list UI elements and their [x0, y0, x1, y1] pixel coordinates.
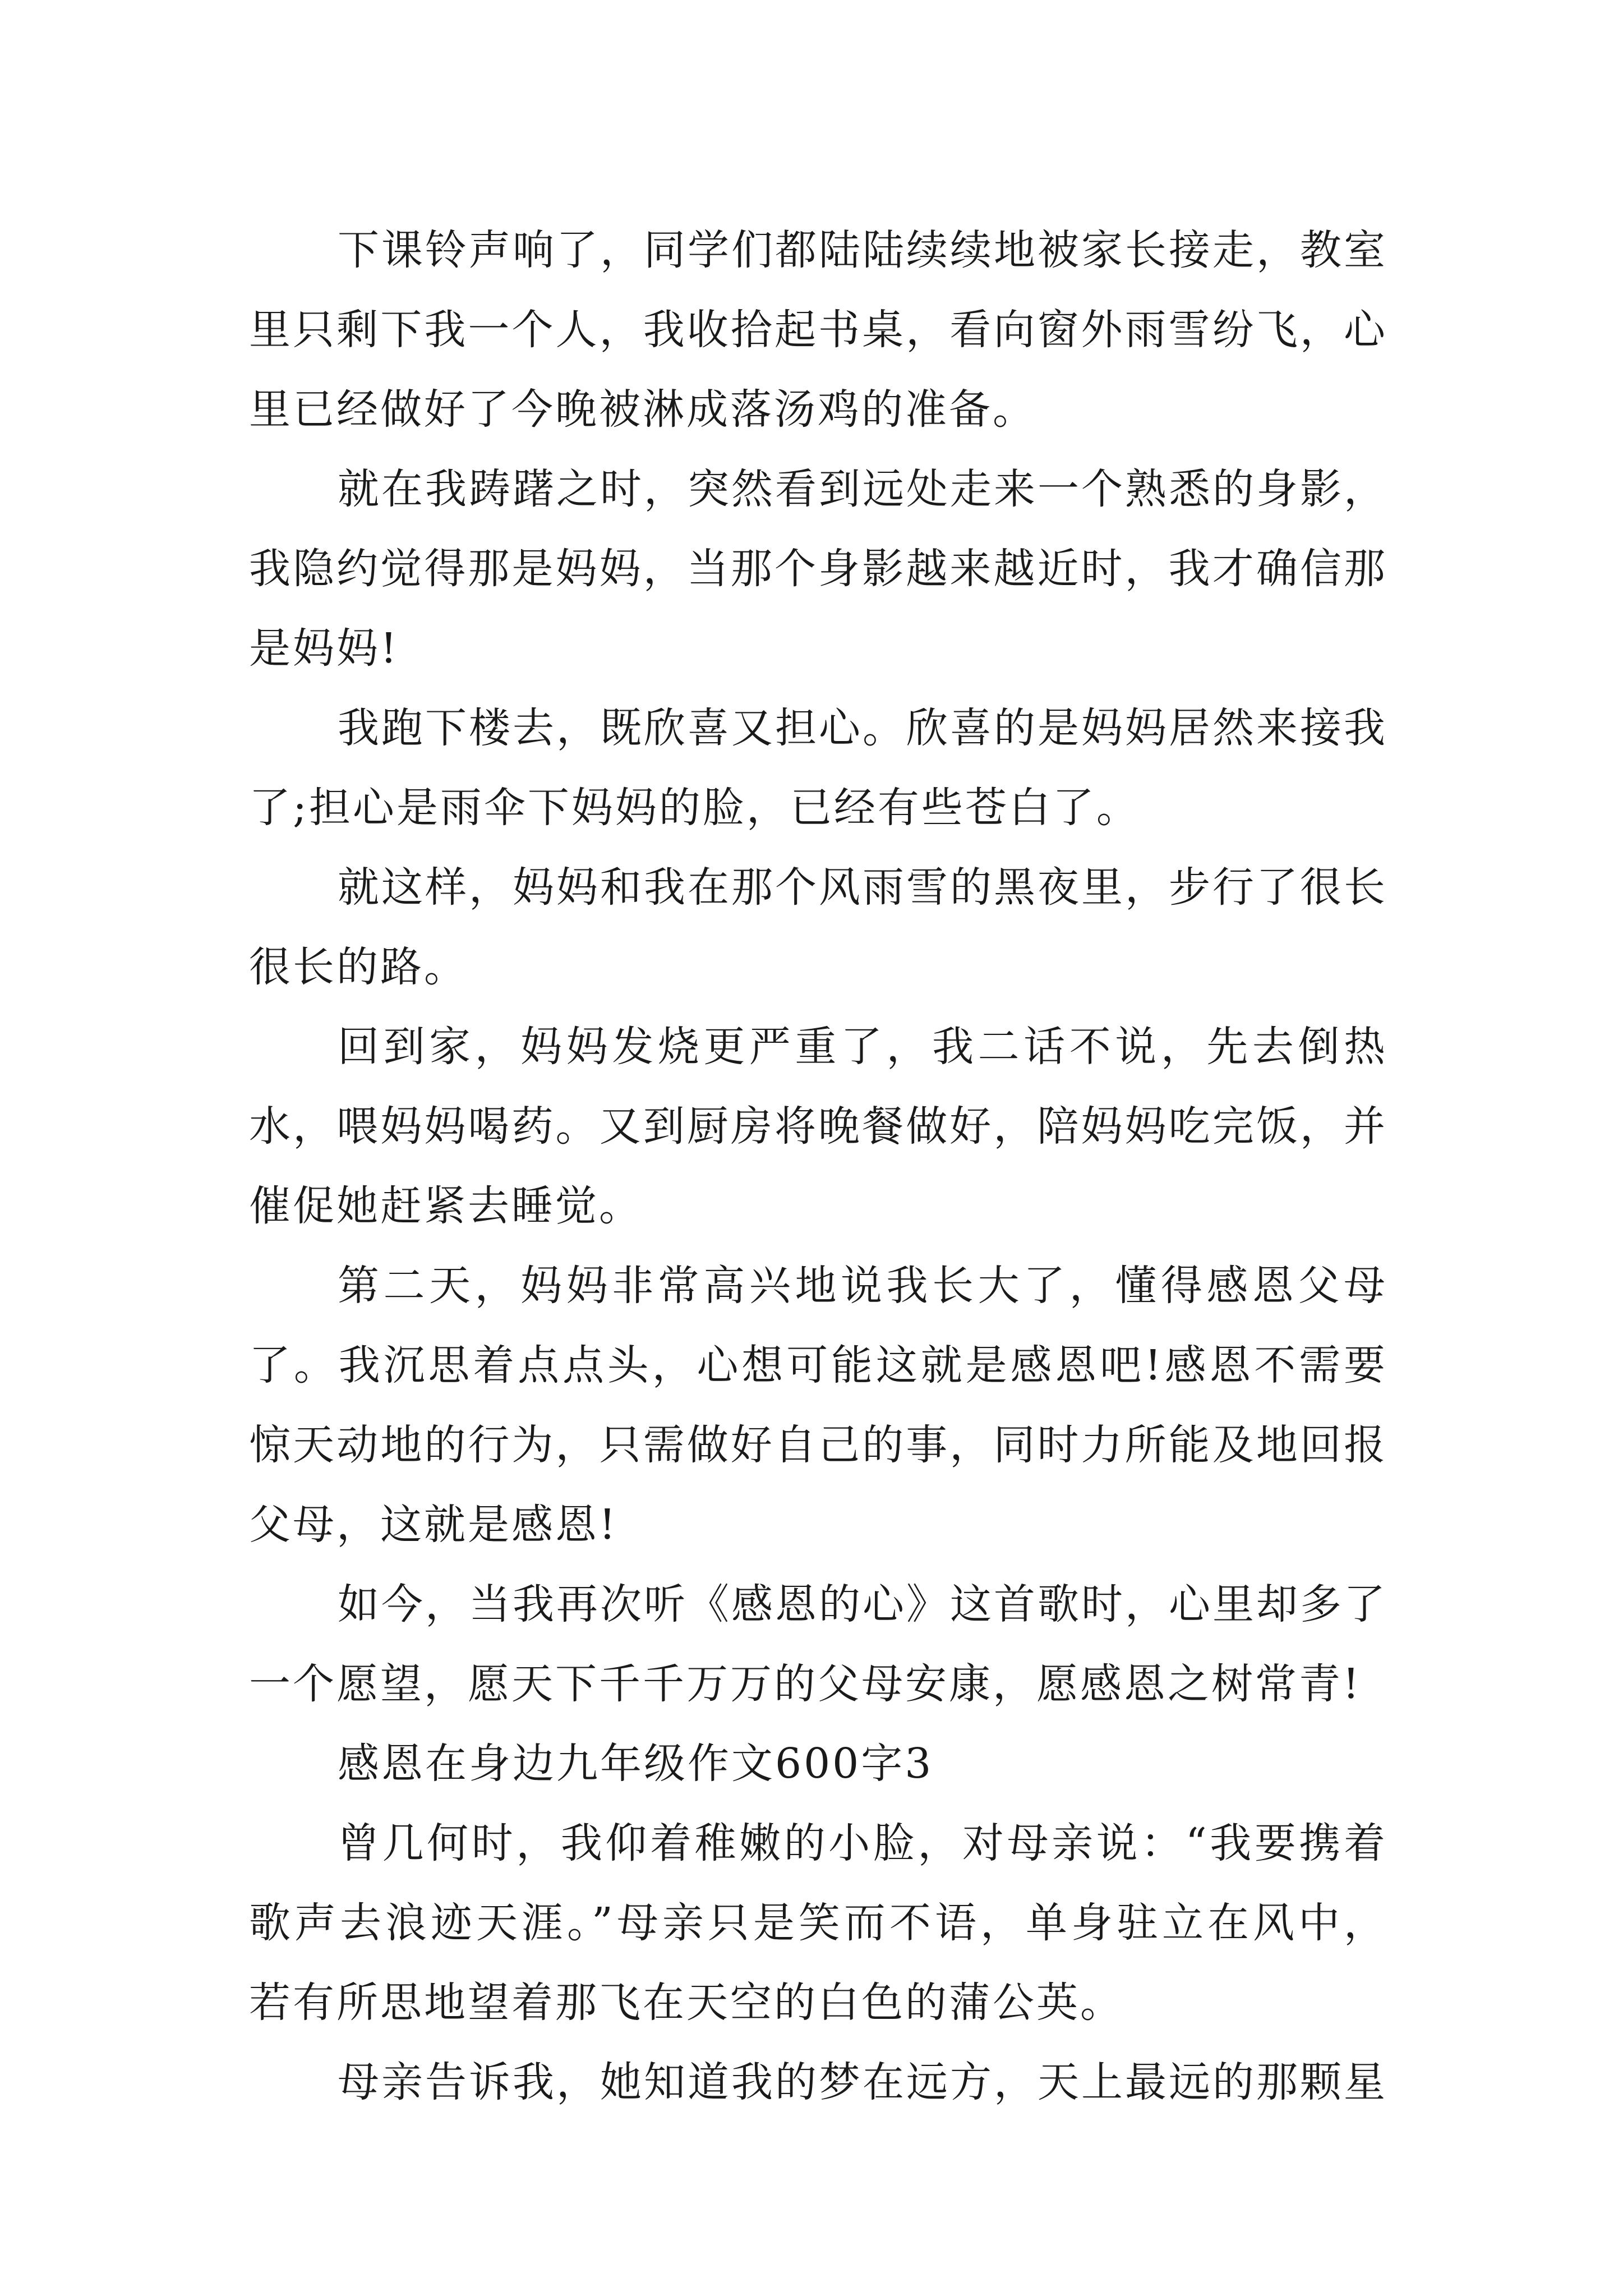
paragraph: 就这样，妈妈和我在那个风雨雪的黑夜里，步行了很长很长的路。	[249, 863, 1387, 991]
paragraph: 我跑下楼去，既欣喜又担心。欣喜的是妈妈居然来接我了;担心是雨伞下妈妈的脸，已经有些苍白了。	[249, 704, 1387, 832]
section-title: 感恩在身边九年级作文600字3	[338, 1740, 934, 1788]
paragraph: 回到家，妈妈发烧更严重了，我二话不说，先去倒热水，喂妈妈喝药。又到厨房将晚餐做好，陪妈妈吃完饭，并催促她赶紧去睡觉。	[249, 1023, 1387, 1230]
paragraph: 曾几何时，我仰着稚嫩的小脸，对母亲说：“我要携着歌声去浪迹天涯。”母亲只是笑而不语，单身驻立在风中，若有所思地望着那飞在天空的白色的蒲公英。	[249, 1819, 1387, 2027]
paragraph: 第二天，妈妈非常高兴地说我长大了，懂得感恩父母了。我沉思着点点头，心想可能这就是感恩吧!感恩不需要惊天动地的行为，只需做好自己的事，同时力所能及地回报父母，这就是感恩!	[249, 1262, 1387, 1549]
paragraph: 下课铃声响了，同学们都陆陆续续地被家长接走，教室里只剩下我一个人，我收拾起书桌，看向窗外雨雪纷飞，心里已经做好了今晚被淋成落汤鸡的准备。	[249, 226, 1387, 434]
paragraph: 如今，当我再次听《感恩的心》这首歌时，心里却多了一个愿望，愿天下千千万万的父母安康，愿感恩之树常青!	[249, 1580, 1387, 1708]
paragraph: 母亲告诉我，她知道我的梦在远方，天上最远的那颗星	[338, 2058, 1387, 2106]
paragraph: 就在我踌躇之时，突然看到远处走来一个熟悉的身影，我隐约觉得那是妈妈，当那个身影越来越近时，我才确信那是妈妈!	[249, 465, 1387, 673]
document-body	[249, 210, 1387, 2122]
